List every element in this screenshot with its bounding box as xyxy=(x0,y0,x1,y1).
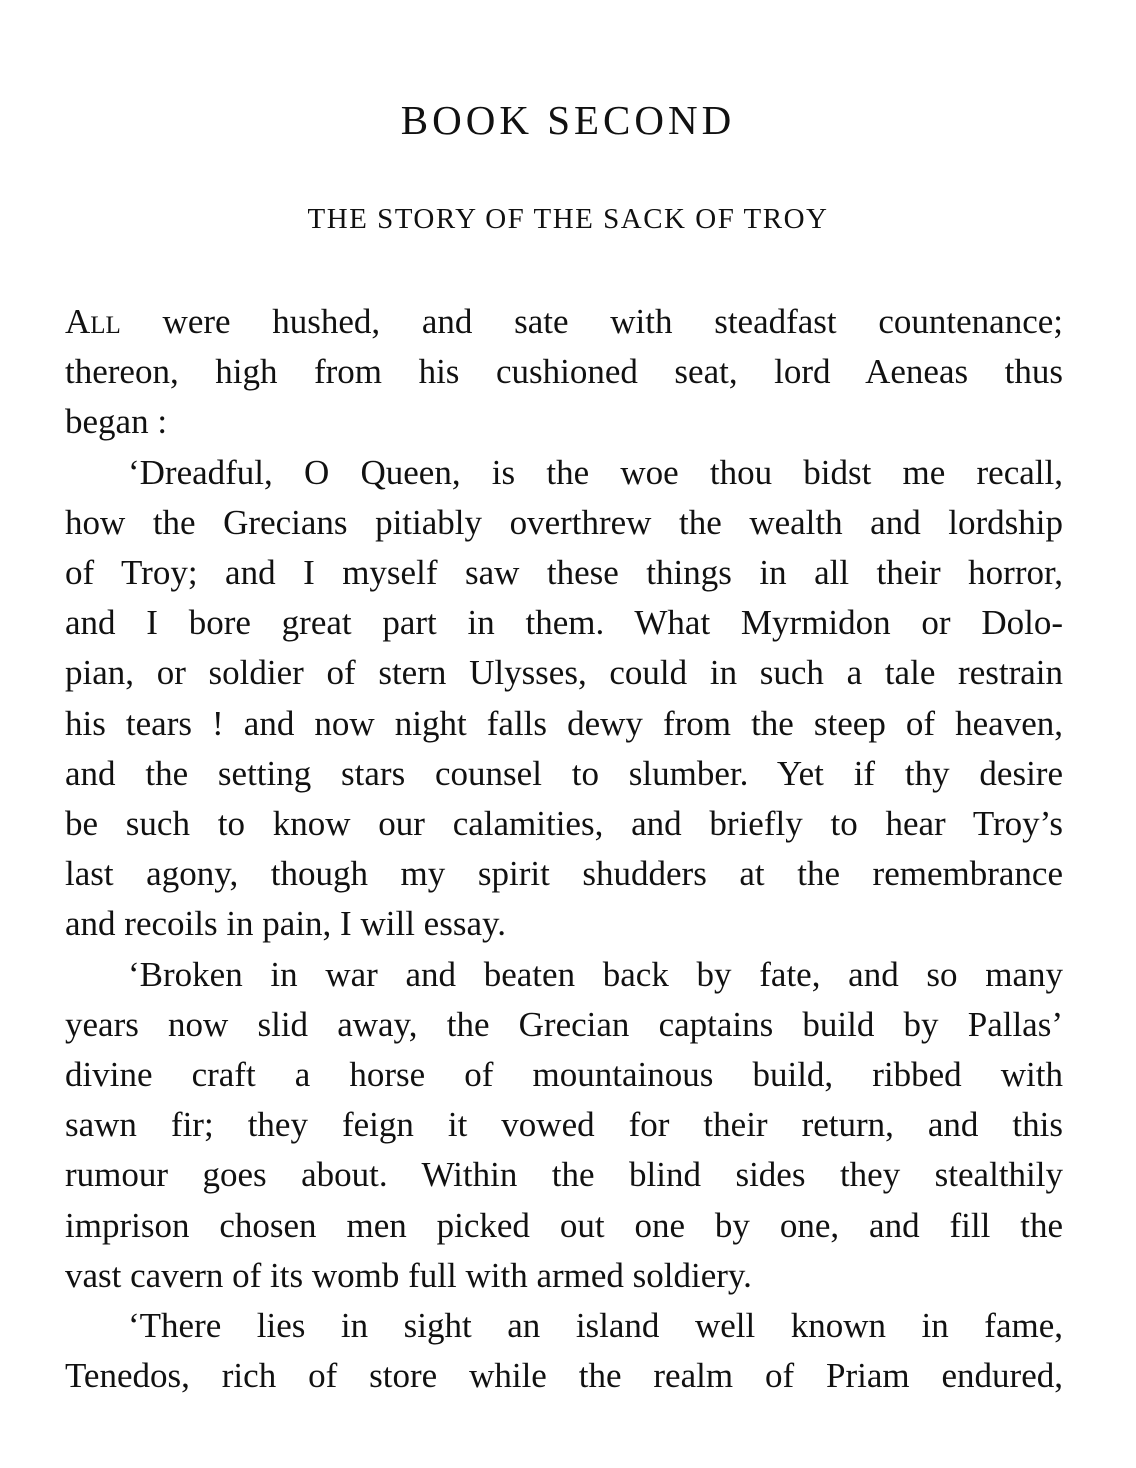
text-line: of Troy; and I myself saw these things in all their horror, xyxy=(65,553,1063,593)
text-line: thereon, high from his cushioned seat, lord Aeneas thus xyxy=(65,352,1063,392)
text-line: rumour goes about. Within the blind sides they stealthily xyxy=(65,1155,1063,1195)
text-line: years now slid away, the Grecian captains build by Pallas’ xyxy=(65,1004,1063,1044)
body-text xyxy=(65,297,1063,1401)
text-line: and I bore great part in them. What Myrmidon or Dolo- xyxy=(65,603,1063,643)
chapter-title: THE STORY OF THE SACK OF TROY xyxy=(307,203,829,235)
text-line: ‘Broken in war and beaten back by fate, and so many xyxy=(128,954,1063,994)
text-line: pian, or soldier of stern Ulysses, could in such a tale restrain xyxy=(65,653,1063,693)
text-line: sawn fir; they feign it vowed for their return, and this xyxy=(65,1105,1063,1145)
text-line: Tenedos, rich of store while the realm of Priam endured, xyxy=(65,1356,1063,1396)
text-line: his tears ! and now night falls dewy from the steep of heaven, xyxy=(65,703,1063,743)
text-line: ‘There lies in sight an island well known in fame, xyxy=(128,1306,1063,1346)
text-line: be such to know our calamities, and briefly to hear Troy’s xyxy=(65,804,1063,844)
book-title: BOOK SECOND xyxy=(400,97,736,143)
text-line: and the setting stars counsel to slumber. Yet if thy desire xyxy=(65,753,1063,793)
text-line: began : xyxy=(65,402,168,442)
text-line: last agony, though my spirit shudders at the remembrance xyxy=(65,854,1063,894)
text-line: divine craft a horse of mountainous build, ribbed with xyxy=(65,1055,1063,1095)
text-line xyxy=(65,297,1063,347)
text-line: vast cavern of its womb full with armed soldiery. xyxy=(65,1255,752,1295)
text-line: imprison chosen men picked out one by one, and fill the xyxy=(65,1205,1063,1245)
text-line: how the Grecians pitiably overthrew the wealth and lordship xyxy=(65,502,1063,542)
line-text: were hushed, and sate with steadfast countenance; xyxy=(120,302,1063,341)
text-line: ‘Dreadful, O Queen, is the woe thou bidst me recall, xyxy=(128,452,1063,492)
opening-word: All xyxy=(65,302,121,341)
text-line: and recoils in pain, I will essay. xyxy=(65,904,506,944)
